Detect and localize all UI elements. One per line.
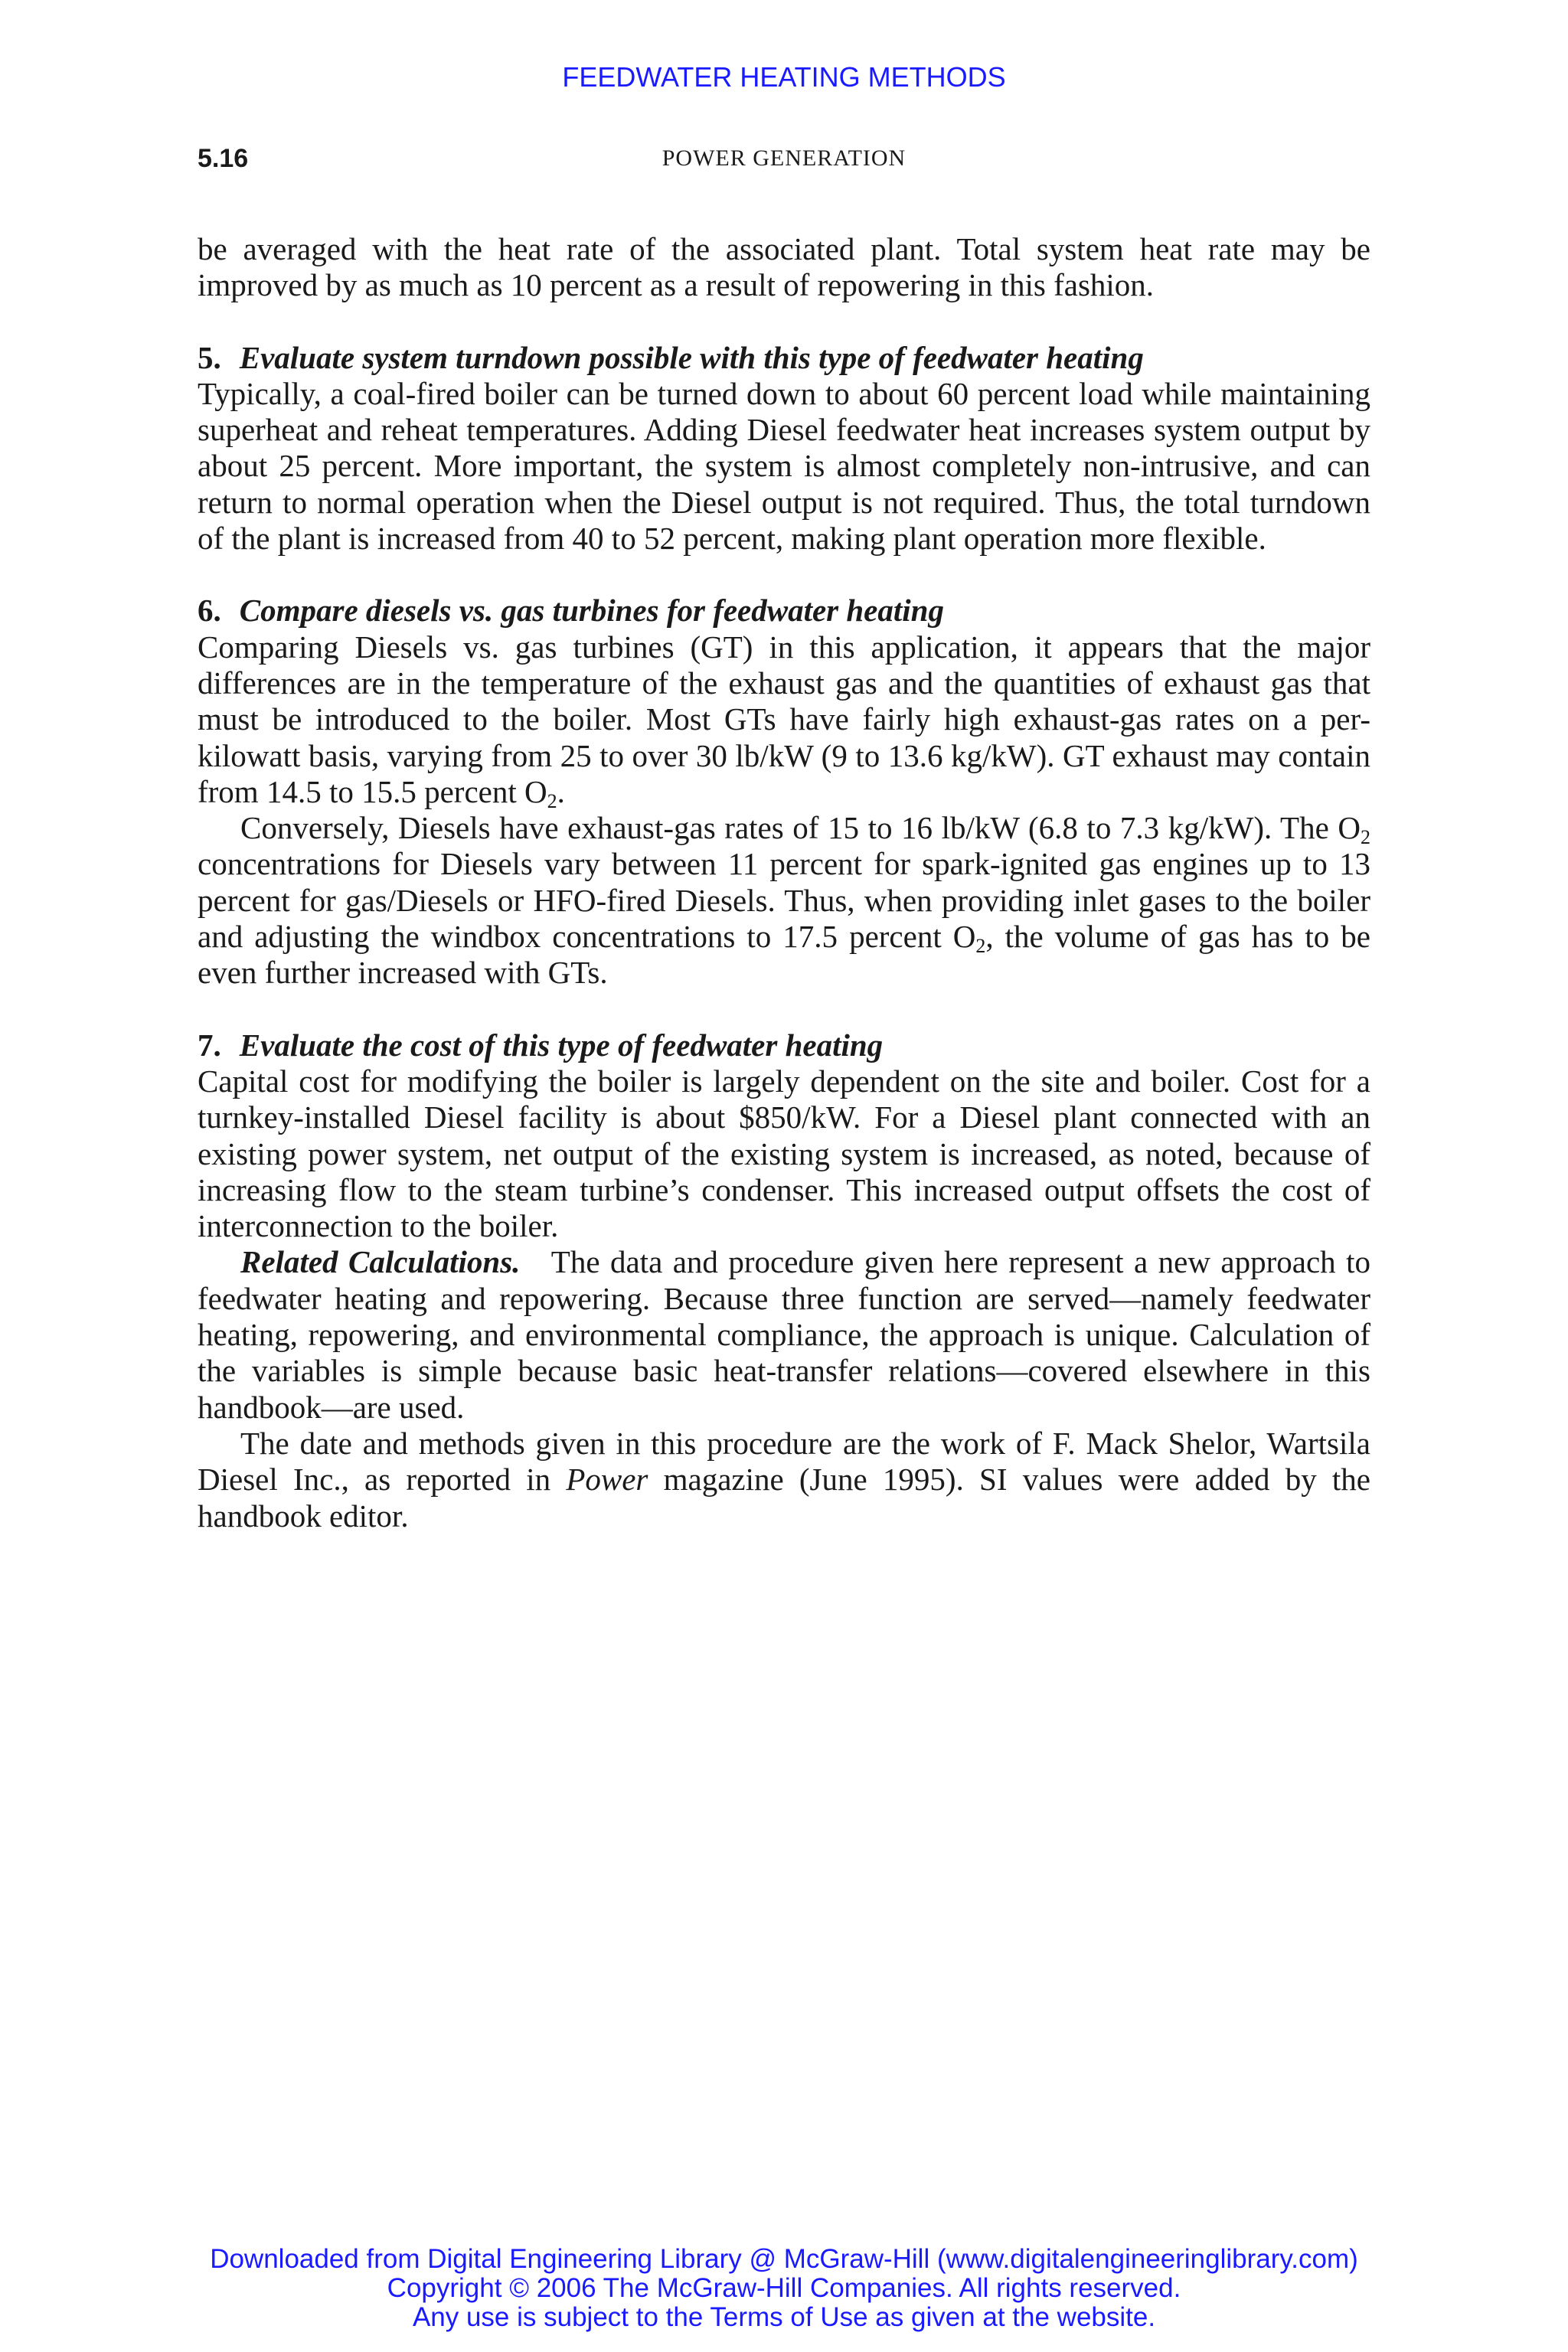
subscript: 2 (547, 789, 557, 812)
step-5-heading (198, 340, 1370, 376)
chapter-title-link[interactable]: FEEDWATER HEATING METHODS (562, 61, 1006, 93)
step-7-paragraph: Capital cost for modifying the boiler is largely dependent on the site and boiler. Cost for a turnkey-installed Diesel facility is about $850/kW. For a Diesel plant connected with an existing power system, net output of the existing system is increased, as noted, because of increasing flow to the steam turbine’s condenser. This increased output offsets the cost of interconnection to the boiler. (198, 1063, 1370, 1244)
footer-download-link[interactable]: Downloaded from Digital Engineering Library @ McGraw-Hill (www.digitalengineeringlibrary.com) (210, 2244, 1358, 2274)
page-number: 5.16 (198, 144, 249, 173)
step-number: 7. (198, 1027, 221, 1063)
step-title: Compare diesels vs. gas turbines for feedwater heating (239, 593, 944, 629)
subscript: 2 (975, 935, 986, 958)
text-run: Conversely, Diesels have exhaust-gas rates of 15 to 16 lb/kW (6.8 to 7.3 kg/kW). The O (240, 810, 1361, 846)
running-head: POWER GENERATION (662, 145, 906, 171)
text-run: The data and procedure given here represent a new approach to feedwater heating and repowering. Because three function are served—namely feedwater heating, repowering, and environmental compliance, the approach is unique. Calculation of the variables is simple because basic heat-transfer relations—covered elsewhere in this handbook—are used. (198, 1244, 1370, 1425)
copyright-footer (0, 2245, 1568, 2332)
text-run: magazine (June 1995). SI values were added by the handbook editor. (198, 1462, 1371, 1534)
page-body (198, 231, 1370, 1534)
step-6-paragraph-2 (198, 810, 1370, 991)
step-6-heading (198, 593, 1370, 629)
paragraph-continued: be averaged with the heat rate of the associated plant. Total system heat rate may be improved by as much as 10 percent as a result of repowering in this fashion. (198, 231, 1370, 303)
text-run: concentrations for Diesels vary between 11 percent for spark-ignited gas engines up to 13 percent for gas/Diesels or HFO-fired Diesels. Thus, when providing inlet gases to the boiler and adjusting the windbox concentrations to 17.5 percent O (198, 846, 1370, 955)
step-7-heading (198, 1027, 1370, 1063)
step-number: 5. (198, 339, 221, 375)
subscript: 2 (1361, 826, 1370, 849)
step-title: Evaluate system turndown possible with this type of feedwater heating (239, 339, 1144, 375)
related-calculations-lead-in: Related Calculations. (240, 1244, 521, 1280)
page-header (198, 144, 1370, 178)
footer-terms-link[interactable]: Any use is subject to the Terms of Use as given at the website. (412, 2302, 1156, 2332)
step-number: 6. (198, 593, 221, 629)
text-run: The date and methods given in this procedure are the work of F. Mack Shelor, Wartsila Diesel Inc., as reported in (198, 1425, 1370, 1498)
text-run: Comparing Diesels vs. gas turbines (GT) in this application, it appears that the major differences are in the temperature of the exhaust gas and the quantities of exhaust gas that must be introduced to the boiler. Most GTs have fairly high exhaust-gas rates on a per-kilowatt basis, varying from 25 to over 30 lb/kW (9 to 13.6 kg/kW). GT exhaust may contain from 14.5 to 15.5 percent O (198, 629, 1370, 809)
text-run: . (557, 773, 565, 809)
text-run: , the volume of gas has to be even further increased with GTs. (198, 919, 1370, 991)
step-title: Evaluate the cost of this type of feedwater heating (239, 1027, 884, 1063)
footer-copyright: Copyright © 2006 The McGraw-Hill Companies. All rights reserved. (387, 2273, 1181, 2303)
credit-paragraph (198, 1426, 1370, 1534)
magazine-title: Power (566, 1462, 648, 1498)
step-6-paragraph-1 (198, 629, 1370, 810)
related-calculations-paragraph (198, 1244, 1370, 1425)
step-5-paragraph: Typically, a coal-fired boiler can be turned down to about 60 percent load while maintaining superheat and reheat temperatures. Adding Diesel feedwater heat increases system output by about 25 percent. More important, the system is almost completely non-intrusive, and can return to normal operation when the Diesel output is not required. Thus, the total turndown of the plant is increased from 40 to 52 percent, making plant operation more flexible. (198, 375, 1370, 557)
